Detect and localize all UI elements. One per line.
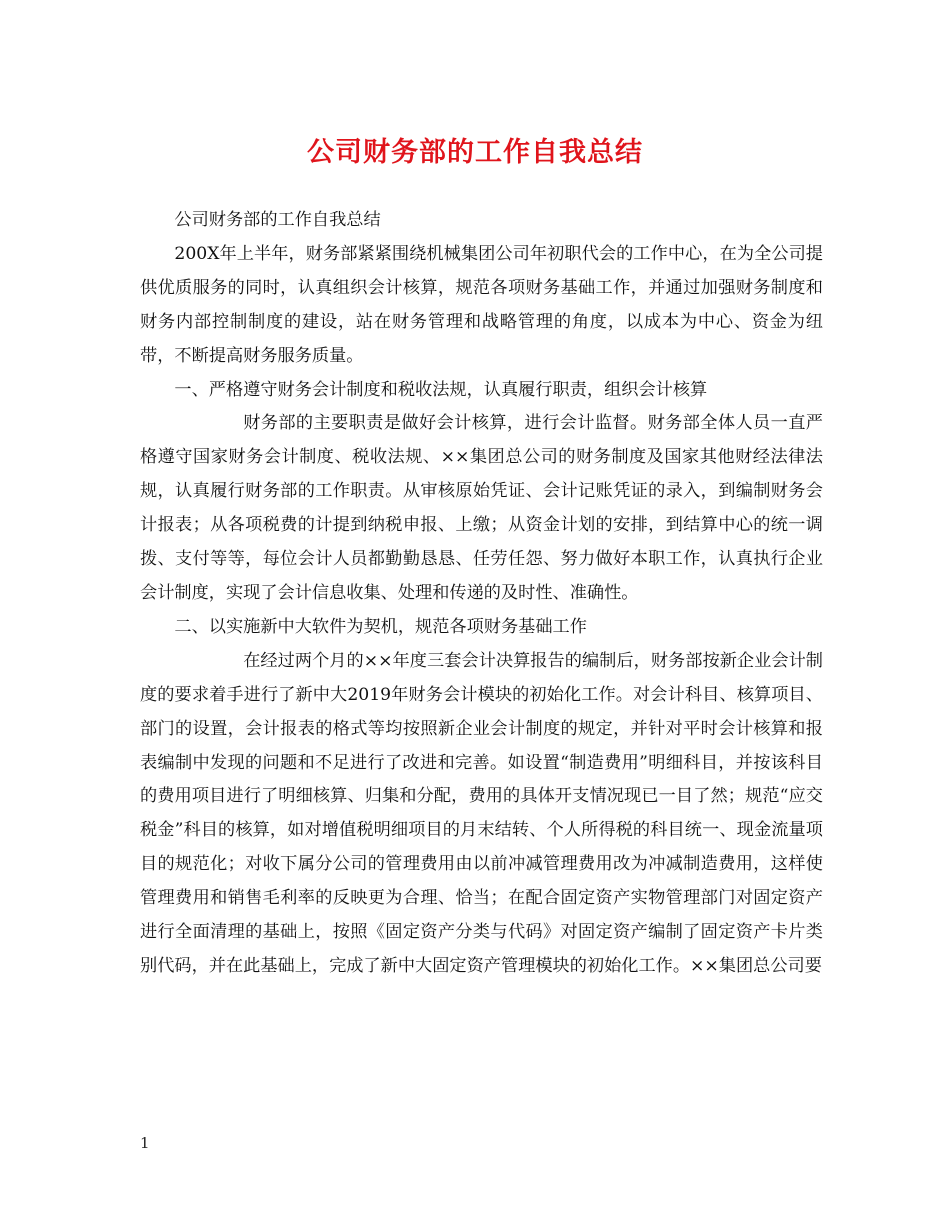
document-body [140,204,823,984]
section-heading-2: 二、以实施新中大软件为契机，规范各项财务基础工作 [174,616,587,637]
section-heading-1: 一、严格遵守财务会计制度和税收法规，认真履行职责，组织会计核算 [174,379,708,400]
page-number: 1 [140,1134,150,1152]
paragraph-section-2: 在经过两个月的××年度三套会计决算报告的编制后，财务部按新企业会计制度的要求着手进行了新中大2019年财务会计模块的初始化工作。对会计科目、核算项目、部门的设置，会计报表的格式等均按照新企业会计制度的规定，并针对平时会计核算和报表编制中发现的问题和不足进行了改进和完善。如设置“制造费用”明细科目，并按该科目的费用项目进行了明细核算、归集和分配，费用的具体开支情况现已一目了然；规范“应交税金”科目的核算，如对增值税明细项目的月末结转、个人所得税的科目统一、现金流量项目的规范化；对收下属分公司的管理费用由以前冲减管理费用改为冲减制造费用，这样使管理费用和销售毛利率的反映更为合理、恰当；在配合固定资产实物管理部门对固定资产进行全面清理的基础上，按照《固定资产分类与代码》对固定资产编制了固定资产卡片类别代码，并在此基础上，完成了新中大固定资产管理模块的初始化工作。××集团总公司要 [140,650,823,976]
paragraph-intro: 200X年上半年，财务部紧紧围绕机械集团公司年初职代会的工作中心，在为全公司提供优质服务的同时，认真组织会计核算，规范各项财务基础工作，并通过加强财务制度和财务内部控制制度的建设，站在财务管理和战略管理的角度，以成本为中心、资金为纽带，不断提高财务服务质量。 [140,243,823,366]
paragraph-heading-repeat: 公司财务部的工作自我总结 [174,210,381,230]
document-title: 公司财务部的工作自我总结 [307,137,643,168]
paragraph-section-1: 财务部的主要职责是做好会计核算，进行会计监督。财务部全体人员一直严格遵守国家财务会计制度、税收法规、××集团总公司的财务制度及国家其他财经法律法规，认真履行财务部的工作职责。从审核原始凭证、会计记账凭证的录入，到编制财务会计报表；从各项税费的计提到纳税申报、上缴；从资金计划的安排，到结算中心的统一调拨、支付等等，每位会计人员都勤勤恳恳、任劳任怨、努力做好本职工作，认真执行企业会计制度，实现了会计信息收集、处理和传递的及时性、准确性。 [140,413,823,603]
